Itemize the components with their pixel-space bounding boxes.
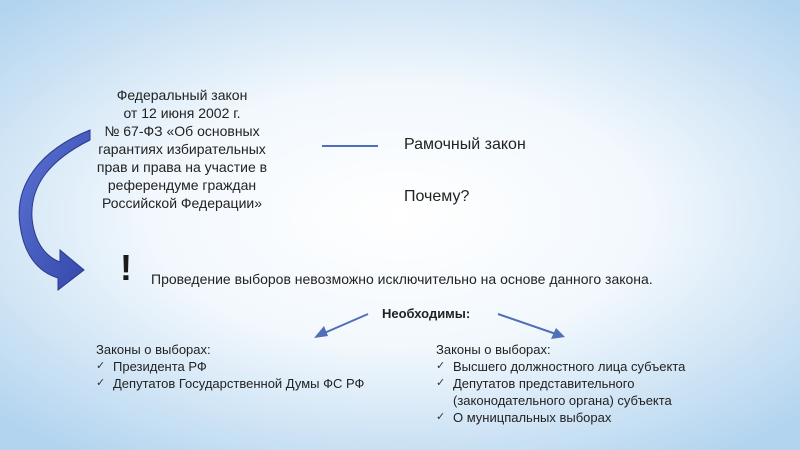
list-heading: Законы о выборах:	[96, 342, 211, 357]
checkmark-bullet-icon: ✓	[96, 360, 106, 372]
law-title-line: № 67-ФЗ «Об основных	[104, 123, 260, 139]
law-title-line: от 12 июня 2002 г.	[123, 105, 241, 121]
why-label: Почему?	[404, 188, 470, 205]
list-heading: Законы о выборах:	[436, 342, 551, 357]
list-item	[436, 358, 736, 375]
regional-laws-list	[436, 341, 736, 426]
statement-text: Проведение выборов невозможно исключительно на основе данного закона.	[151, 271, 653, 287]
law-title-line: Российской Федерации»	[101, 195, 263, 211]
checkmark-bullet-icon: ✓	[436, 360, 446, 372]
law-title-line: референдуме граждан	[107, 177, 257, 193]
list-item-text: О муницпальных выборах	[453, 410, 612, 425]
checkmark-bullet-icon: ✓	[436, 377, 446, 389]
exclamation-mark: !	[120, 247, 132, 288]
list-item	[436, 409, 736, 426]
list-item-text: Президента РФ	[113, 359, 207, 374]
list-item	[96, 358, 416, 375]
law-title	[74, 86, 290, 212]
list-item	[436, 375, 736, 409]
list-item-text: Депутатов Государственной Думы ФС РФ	[113, 376, 365, 391]
law-title-line: гарантиях избирательных	[98, 141, 266, 157]
framework-label: Рамочный закон	[404, 136, 526, 153]
list-item-text: Депутатов представительного (законодательного органа) субъекта	[453, 376, 672, 408]
list-item	[96, 375, 416, 392]
federal-laws-list	[96, 341, 416, 392]
law-title-line: прав и права на участие в	[96, 159, 268, 175]
list-item-text: Высшего должностного лица субъекта	[453, 359, 686, 374]
left-diagonal-arrow-icon	[314, 314, 368, 338]
checkmark-bullet-icon: ✓	[96, 377, 106, 389]
connector-line	[322, 145, 378, 147]
needed-label: Необходимы:	[382, 306, 471, 321]
checkmark-bullet-icon: ✓	[436, 411, 446, 423]
law-title-line: Федеральный закон	[116, 87, 248, 103]
right-diagonal-arrow-icon	[498, 314, 565, 339]
